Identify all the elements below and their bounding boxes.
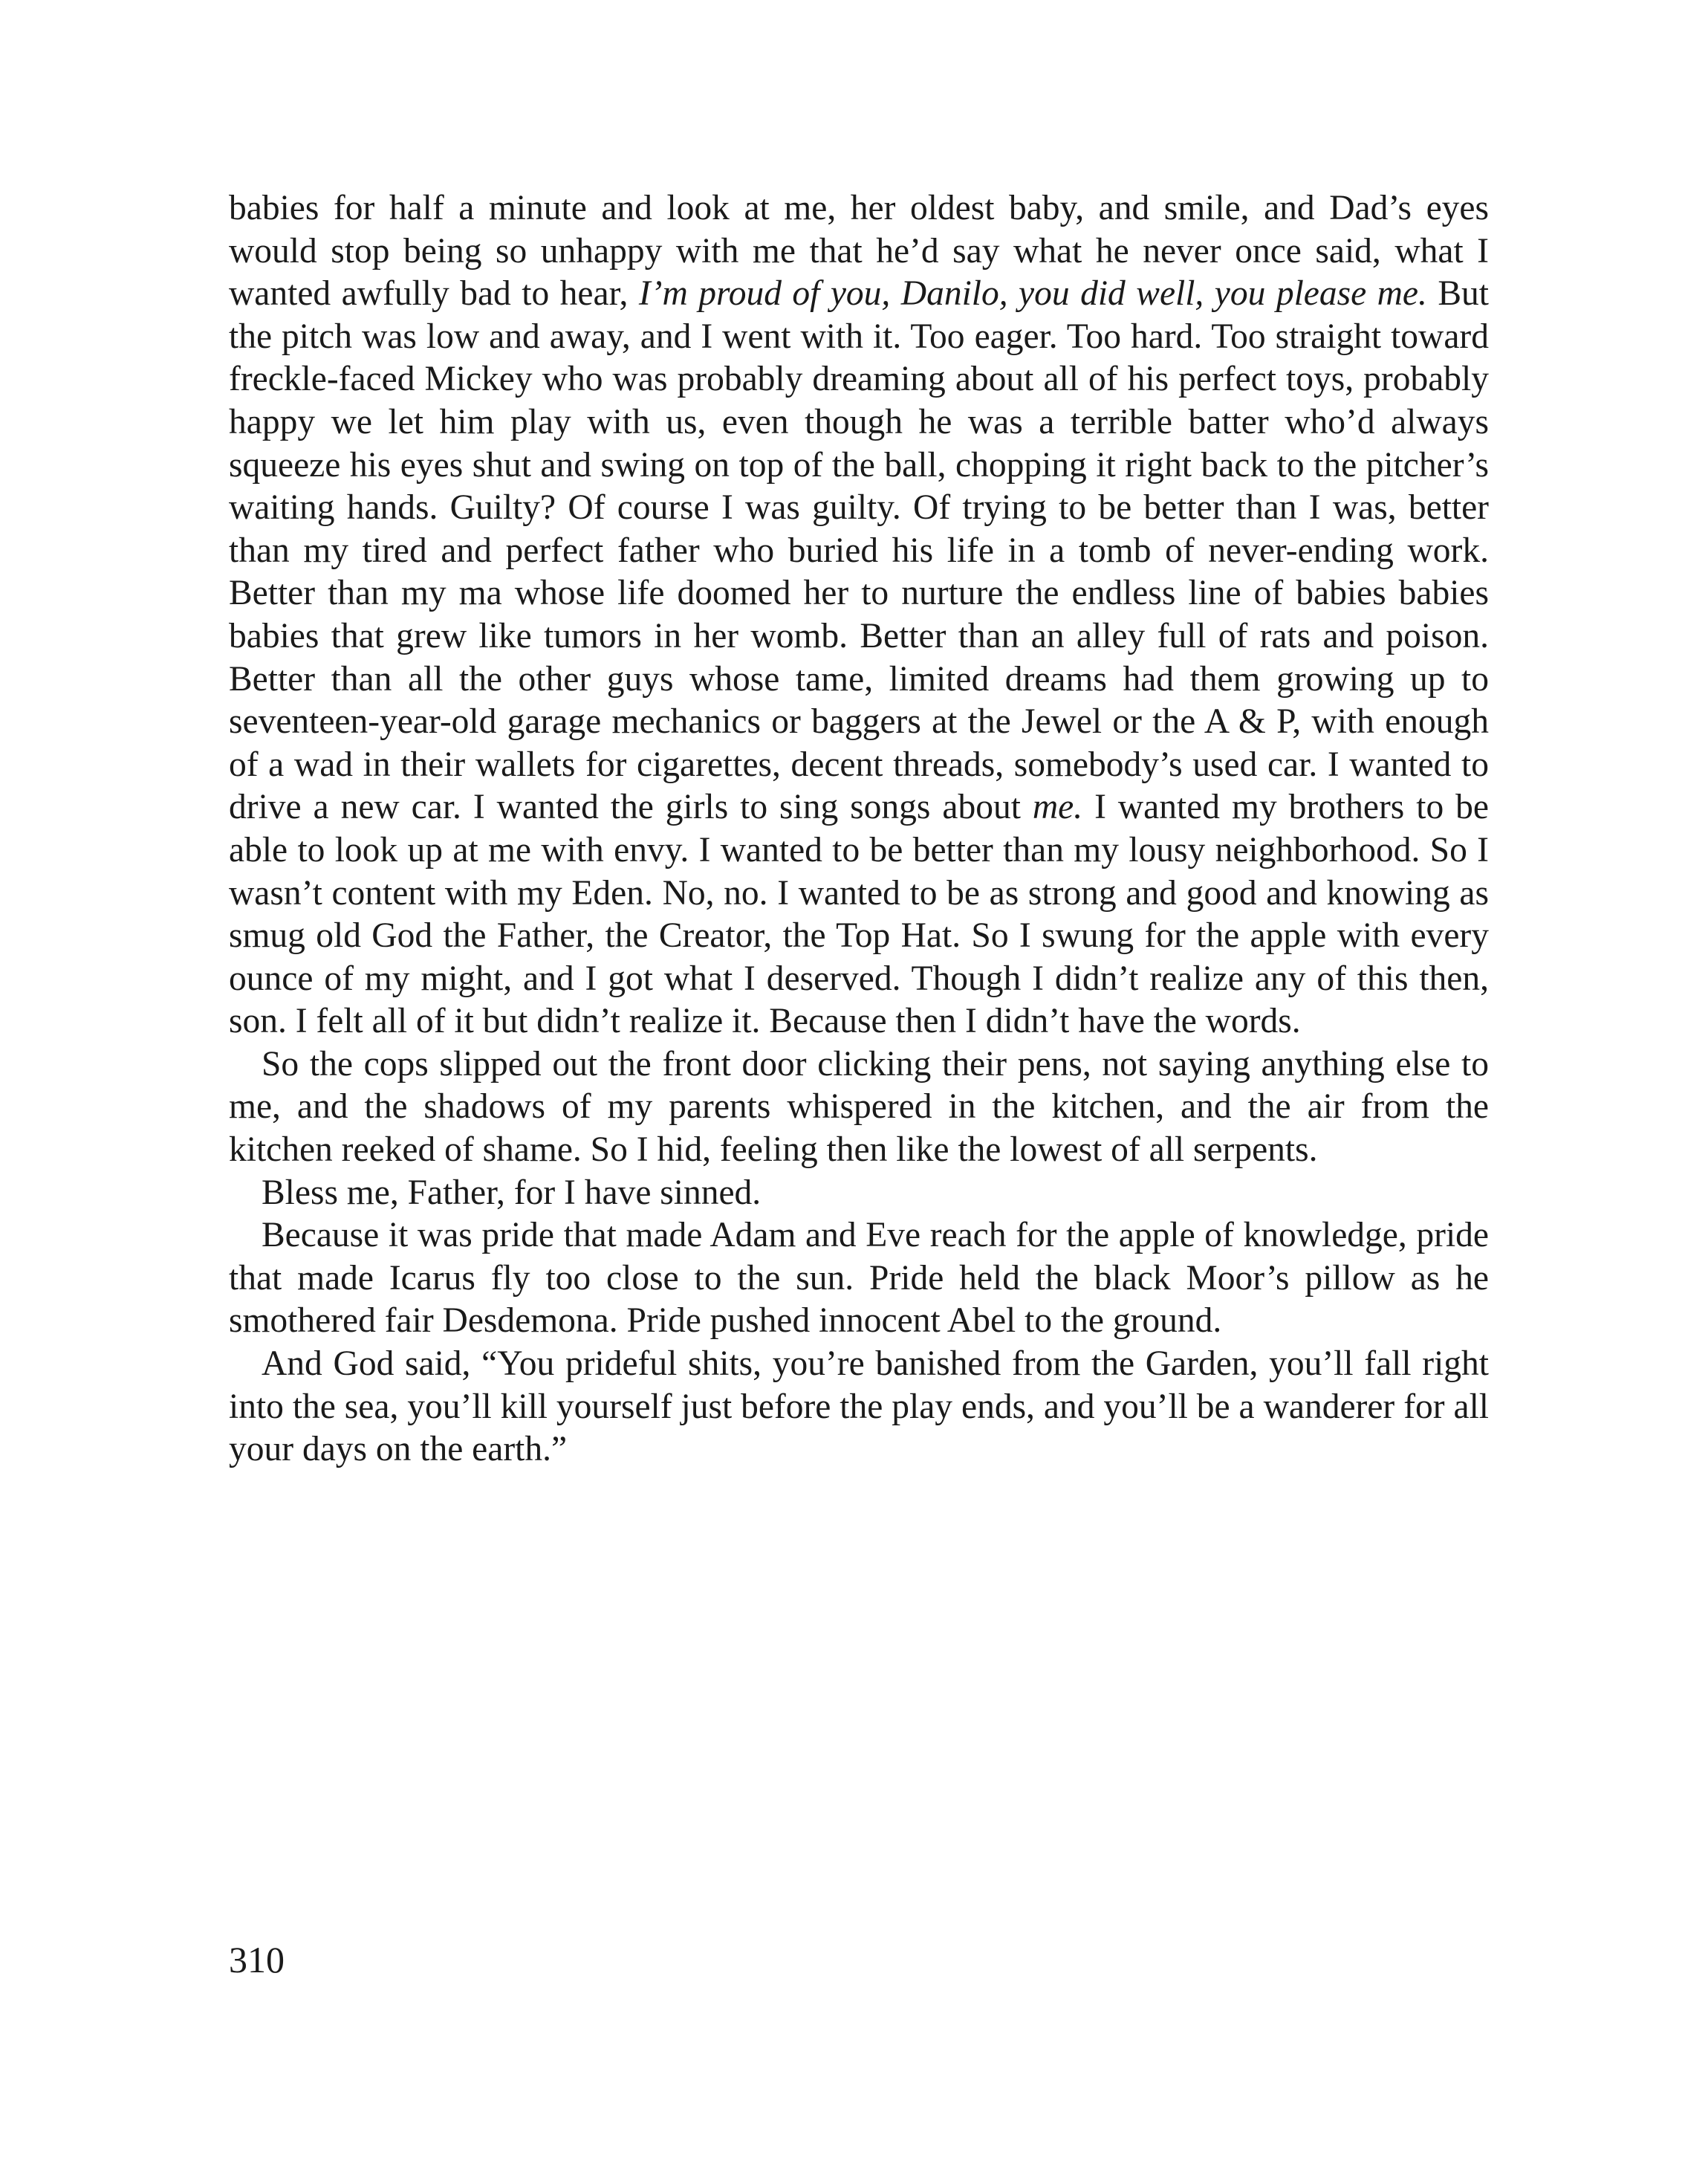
paragraph-1-segment-4: me. bbox=[1032, 788, 1083, 827]
paragraph-1-segment-3: But the pitch was low and away, and I went with it. Too eager. Too hard. Too straight toward freckle-faced Mickey who was probably dreaming about all of his perfect toys, probably happy we let him play with us, even though he was a terrible batter who’d always squeeze his eyes shut and swing on top of the ball, chopping it right back to the pitcher’s waiting hands. Guilty? Of course I was guilty. Of trying to be better than I was, better than my tired and perfect father who buried his life in a tomb of never-ending work. Better than my ma whose life doomed her to nurture the endless line of babies babies babies that grew like tumors in her womb. Better than an alley full of rats and poison. Better than all the other guys whose tame, limited dreams had them growing up to seventeen-year-old garage mechanics or baggers at the Jewel or the A & P, with enough of a wad in their wallets for cigarettes, decent threads, somebody’s used car. I wanted to drive a new car. I wanted the girls to sing songs about bbox=[229, 274, 1490, 827]
paragraph-5-segment-1: And God said, “You prideful shits, you’re banished from the Garden, you’ll fall right into the sea, you’ll kill yourself just before the play ends, and you’ll be a wanderer for all your days on the earth.” bbox=[229, 1344, 1489, 1469]
paragraph-4 bbox=[229, 1214, 1489, 1343]
paragraph-5 bbox=[229, 1343, 1489, 1471]
page-body bbox=[229, 187, 1489, 1471]
paragraph-1 bbox=[229, 187, 1489, 1043]
paragraph-1-segment-1: babies for half a minute and look at me, her oldest baby, and smile, and Dad’s eyes would stop being so unhappy with me that he’d say what he never once said, what I wanted awfully bad to hear, bbox=[229, 189, 1489, 314]
paragraph-1-segment-2: I’m proud of you, Danilo, you did well, you please me. bbox=[638, 274, 1427, 314]
paragraph-4-segment-1: Because it was pride that made Adam and Eve reach for the apple of knowledge, pride that made Icarus fly too close to the sun. Pride held the black Moor’s pillow as he smothered fair Desdemona. Pride pushed innocent Abel to the ground. bbox=[229, 1216, 1489, 1341]
paragraph-2 bbox=[229, 1043, 1489, 1172]
paragraph-3 bbox=[229, 1172, 1489, 1215]
paragraph-2-segment-1: So the cops slipped out the front door clicking their pens, not saying anything else to me, and the shadows of my parents whispered in the kitchen, and the air from the kitchen reeked of shame. So I hid, feeling then like the lowest of all serpents. bbox=[229, 1044, 1489, 1170]
paragraph-1-segment-5: I wanted my brothers to be able to look up at me with envy. I wanted to be better than my lousy neighborhood. So I wasn’t content with my Eden. No, no. I wanted to be as strong and good and knowing as smug old God the Father, the Creator, the Top Hat. So I swung for the apple with every ounce of my might, and I got what I deserved. Though I didn’t realize any of this then, son. I felt all of it but didn’t realize it. Because then I didn’t have the words. bbox=[229, 788, 1489, 1041]
paragraph-3-segment-1: Bless me, Father, for I have sinned. bbox=[262, 1173, 762, 1212]
page-number: 310 bbox=[229, 1939, 285, 1980]
